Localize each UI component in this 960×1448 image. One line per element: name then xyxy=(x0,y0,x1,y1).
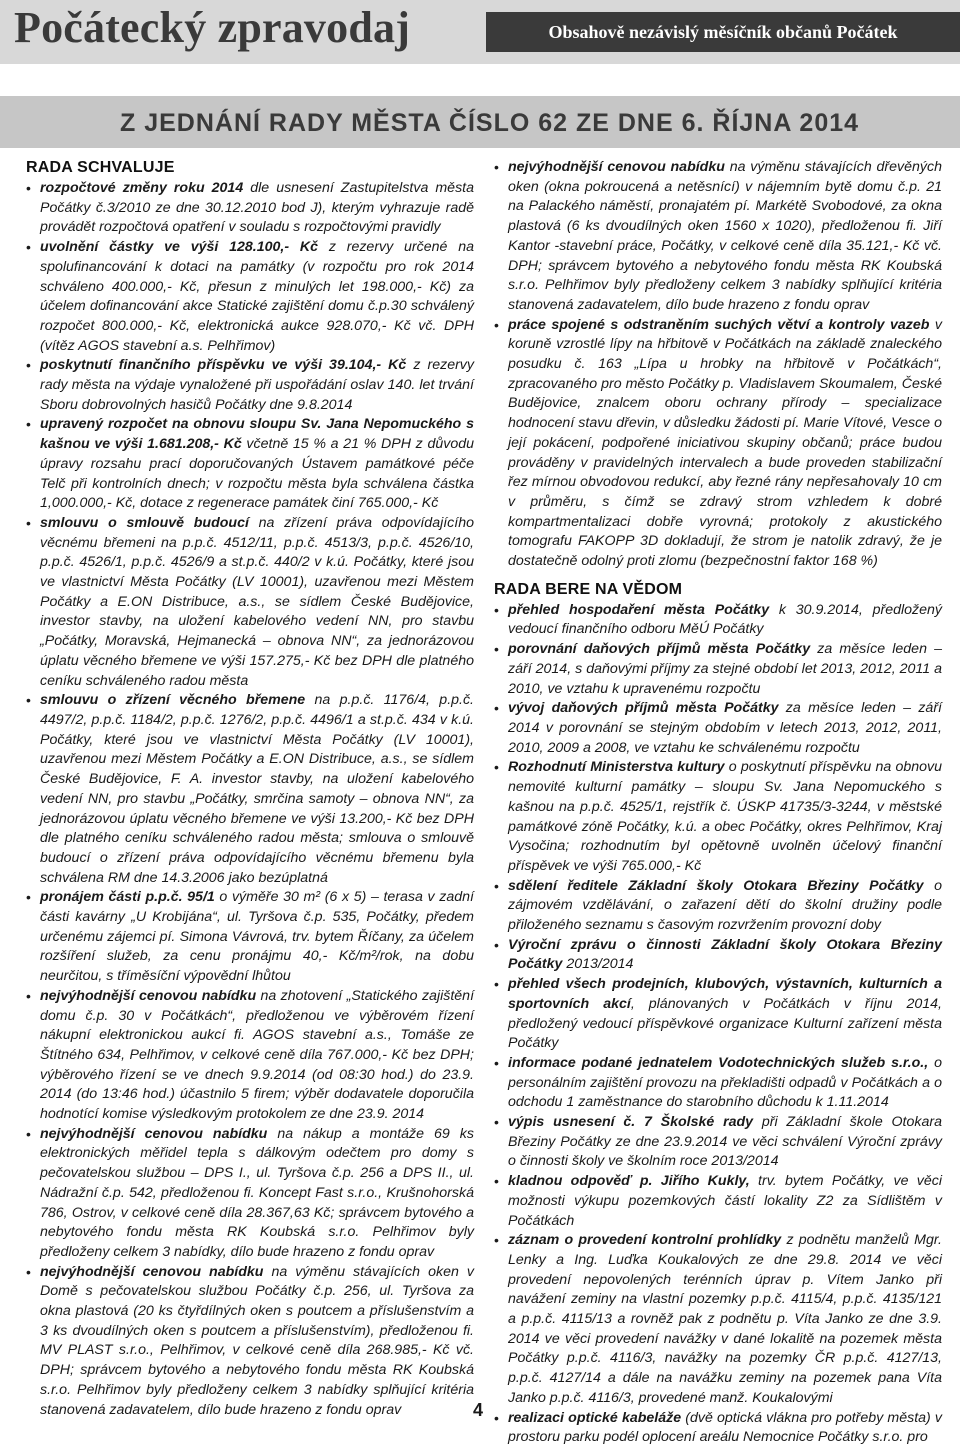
item-lead: vývoj daňových příjmů města Počátky xyxy=(508,700,779,717)
list-item xyxy=(494,975,942,1054)
item-body: 2013/2014 xyxy=(562,956,634,973)
item-lead: rozpočtové změny roku 2014 xyxy=(40,180,244,196)
item-body: na výměnu stávajících oken v Domě s pečovatelskou službou Počátky č.p. 256, ul. Tyršova za okna plastová (20 ks čtyřdílných oken s poutcem a příslušenstvím a 3 ks dvoudílných oken s poutcem a příslušenstvím), předloženou fi. MV PLAST s.r.o., Pelhřimov, v celkové ceně díla 268.985,- Kč vč. DPH; správcem bytového a nebytového fondu města RK Koubská s.r.o. Pelhřimov byly předloženy celkem 3 nabídky splňující kritéria stanovená zadavatelem, dílo bude hrazeno z fondu oprav xyxy=(40,1263,474,1418)
page-number: 4 xyxy=(473,1400,484,1420)
list-item xyxy=(494,936,942,975)
item-lead: uvolnění částky ve výši 128.100,- Kč xyxy=(40,239,319,256)
item-body: o personálním zajištění provozu na překladišti odpadů v Počátkách a o odchodu 1 zaměstnance do starobního důchodu k 1.11.2014 xyxy=(508,1054,942,1111)
item-lead: přehled všech prodejních, klubových, výstavních, kulturních a sportovních akcí xyxy=(508,976,942,1012)
newspaper-title: Počátecký zpravodaj xyxy=(14,3,411,52)
item-lead: práce spojené s odstraněním suchých větví a kontroly vazeb xyxy=(508,316,930,333)
item-body: na p.p.č. 1176/4, p.p.č. 4497/2, p.p.č. 1184/2, p.p.č. 1276/2, p.p.č. 4496/1 a st.p.č. 434 v k.ú. Počátky, které jsou ve vlastnictví Města Počátky (LV 10001), uzavřenou mezi Městem Počátky a E.ON Distribuce, a.s., se sídlem České Budějovice, F. A. investor stavby, na uložení kabelového vedení NN, pro stavbu „Počátky, smrčina samoty – obnova NN“, za jednorázovou úplatu věcného břemene ve výši 13.200,- Kč bez DPH dle platného ceníku schváleného radou města; smlouva o smlouvě budoucí o zřízení práva odpovídajícího věcnému břemenu byla schválena RM dne 14.3.2006 jako bezúplatná xyxy=(40,692,475,886)
item-lead: upravený rozpočet na obnovu sloupu Sv. Jana Nepomuckého s kašnou ve výši 1.681.208,- Kč xyxy=(40,416,474,453)
item-body: z rezervy určené na spolufinancování k dotaci na památky (v rozpočtu pro rok 2014 schváleno 400.000,- Kč, přesun z minulých let 198.000,- Kč) za účelem dofinancování akce Statické zajištění domu č.p.30 schválený rozpočet 800.000,- Kč, elektronická aukce 928.070,- Kč vč. DPH (vítěz AGOS stavební a.s. Pelhřimov) xyxy=(40,239,474,354)
list-item xyxy=(26,1263,474,1421)
item-lead: nejvýhodnější cenovou nabídku xyxy=(40,1263,264,1280)
section-heading-bere-na-vedom: RADA BERE NA VĚDOM xyxy=(494,580,683,598)
item-body: při Základní škole Otokara Březiny Počátky ze dne 23.9.2014 ve věci schválení Výroční zprávy o činnosti školy ve školním roce 2013/2014 xyxy=(508,1114,942,1170)
item-lead: nejvýhodnější cenovou nabídku xyxy=(40,987,257,1004)
item-lead: přehled hospodaření města Počátky xyxy=(508,601,770,618)
list-item xyxy=(494,1172,942,1231)
item-lead: smlouvu o smlouvě budoucí xyxy=(40,514,249,531)
list-item xyxy=(26,179,474,238)
list-item xyxy=(494,640,942,699)
list-item xyxy=(26,514,474,691)
list-item xyxy=(26,691,474,888)
list-item xyxy=(26,415,474,514)
list-item xyxy=(494,601,942,640)
list-item xyxy=(494,1231,942,1408)
item-body: o výměře 30 m² (6 x 5) – terasa v zadní části kavárny „U Krobijána“, ul. Tyršova č.p. 535, Počátky, předem určenému zájemci pí. Simona Vávrová, trv. bytem Říčany, za účelem rozšíření služeb, za cenu pronájmu 40,- Kč/m²/rok, na dobu neurčitou, s tříměsíční výpovědní lhůtou xyxy=(40,889,474,985)
item-body: , plánovaných v Počátkách v říjnu 2014, předložený vedoucí příspěvkové organizace Kulturní zařízení města Počátky xyxy=(508,995,942,1052)
list-item xyxy=(494,1054,942,1113)
item-lead: kladnou odpověď p. Jiřího Kukly, xyxy=(508,1173,750,1190)
article-title: Z JEDNÁNÍ RADY MĚSTA ČÍSLO 62 ZE DNE 6. ŘÍJNA 2014 xyxy=(120,109,860,137)
item-body: (dvě optická vlákna pro potřeby města) v prostoru parku podél oplocení areálu Nemocnice Počátky s.r.o. pro xyxy=(508,1409,942,1446)
item-lead: sdělení ředitele Základní školy Otokara Březiny Počátky xyxy=(508,877,924,894)
item-body: na zhotovení „Statického zajištění domu č.p. 30 v Počátkách“, předloženou ve výběrovém řízení nákupní elektronickou aukcí fi. AGOS stavební a.s., Tomáše ze Štítného 634, Pelhřimov, v celkové ceně díla 767.000,- Kč bez DPH; výběrového řízení se ve dnech 9.9.2014 (od 08:30 hod.) do 23.9. 2014 (do 13:46 hod.) účastnilo 5 firem; výběr dodavatele doporučila hodnotící komise výsledkovým protokolem ze dne 23.9. 2014 xyxy=(40,987,475,1123)
item-lead: záznam o provedení kontrolní prohlídky xyxy=(508,1232,782,1249)
item-lead: nejvýhodnější cenovou nabídku xyxy=(40,1125,268,1142)
item-lead: nejvýhodnější cenovou nabídku xyxy=(508,159,725,175)
item-body: dle usnesení Zastupitelstva města Počátky č.3/2010 ze dne 30.12.2010 bod J), kterým vyhrazuje radě provádět rozpočtová opatření v souladu s rozpočtovými pravidly xyxy=(40,180,474,236)
list-item xyxy=(26,356,474,415)
right-column xyxy=(494,158,943,1446)
item-body: trv. bytem Počátky, ve věci možnosti výkupu pozemkových částí lokality Z2 za Sídlištěm v Počátkách xyxy=(508,1173,943,1229)
masthead xyxy=(0,0,960,64)
item-body: z rezervy rady města na výdaje vynaložené při uspořádání oslav 140. let trvání Sboru dobrovolných hasičů Počátky dne 9.8.2014 xyxy=(40,357,474,413)
item-lead: poskytnutí finančního příspěvku ve výši 39.104,- Kč xyxy=(40,357,407,374)
item-body: za měsíce leden – září 2014 v porovnání se stejným obdobím v letech 2013, 2012, 2011, 2010, 2009 a 2008, ve vztahu ke schválenému rozpočtu xyxy=(508,700,942,756)
item-body: na výměnu stávajících dřevěných oken (okna pokroucená a netěsnící) v nájemním bytě domu č.p. 21 na Palackého náměstí, pronajatém pí. Markétě Svobodové, za okna plastová (6 ks dvoudílných oken 1560 x 1020), předloženou fi. Jiří Kantor -stavební práce, Počátky, v celkové ceně díla 35.121,- Kč vč. DPH; správcem bytového a nebytového fondu města RK Koubská s.r.o. Pelhřimov byly předloženy celkem 3 nabídky splňující kritéria stanovená zadavatelem, dílo bude hrazeno z fondu oprav xyxy=(508,159,942,313)
list-item xyxy=(494,1113,942,1172)
item-lead: pronájem části p.p.č. 95/1 xyxy=(40,889,215,906)
list-item xyxy=(494,1409,942,1448)
left-column xyxy=(26,158,475,1418)
article-banner xyxy=(0,96,960,148)
item-lead: smlouvu o zřízení věcného břemene xyxy=(40,692,306,709)
left-item-list xyxy=(26,179,474,1420)
list-item xyxy=(494,758,942,876)
item-lead: porovnání daňových příjmů města Počátky xyxy=(508,641,811,658)
item-body: k 30.9.2014, předložený vedoucí finančního odboru MěÚ Počátky xyxy=(508,601,942,638)
right-item-list xyxy=(494,601,942,1448)
item-body: na nákup a montáže 69 ks elektronických měřidel tepla s dálkovým odečtem pro domy s pečovatelskou službou – DPS I., ul. Tyršova č.p. 256 a DPS II., ul. Nádražní č.p. 542, předloženou fi. Koncept Fast s.r.o., Krušnohorská 786, Ostrov, v celkové ceně díla 28.367,63 Kč; správcem bytového a nebytového fondu města RK Koubská s.r.o. Pelhřimov byly předloženy celkem 3 nabídky, dílo bude hrazeno z fondu oprav xyxy=(40,1125,474,1260)
item-body: o zájmovém vzdělávání, o zařazení dětí do školní družiny podle přiloženého seznamu s časovým rozvržením provozní doby xyxy=(508,877,942,934)
list-item xyxy=(494,699,942,758)
item-lead: Rozhodnutí Ministerstva kultury xyxy=(508,759,725,776)
list-item xyxy=(26,238,474,356)
list-item xyxy=(26,888,474,987)
list-item xyxy=(26,987,474,1125)
item-lead: Výroční zprávu o činnosti Základní školy Otokara Březiny Počátky xyxy=(508,936,942,973)
list-item xyxy=(494,316,942,572)
item-lead: výpis usnesení č. 7 Školské rady xyxy=(508,1114,754,1131)
list-item xyxy=(494,877,942,936)
item-body: včetně 15 % a 21 % DPH z důvodu úpravy rozsahu prací doporučovaných Ústavem památkové péče Telč při kontrolních dnech; v rozpočtu města byla schválena částka 1,000.000,- Kč, dotace z regenerace památek činí 765.000,- Kč xyxy=(40,436,474,512)
item-body: o poskytnutí příspěvku na obnovu nemovité kulturní památky – sloupu Sv. Jana Nepomuckého s kašnou na p.p.č. 4525/1, rejstřík č. ÚSKP 41735/3-3244, v městské památkové zóně Počátky, k.ú. a obec Počátky, okres Pelhřimov, Kraj Vysočina; rozhodnutím byl opětovně uvolněn účelový finanční příspěvek ve výši 765.000,- Kč xyxy=(508,759,942,874)
list-item xyxy=(26,1125,474,1263)
section-heading-schvaluje: RADA SCHVALUJE xyxy=(26,159,175,176)
item-body: na zřízení práva odpovídajícího věcnému břemeni na p.p.č. 4512/11, p.p.č. 4513/3, p.p.č. 4526/10, p.p.č. 4526/1, p.p.č. 4526/9 a st.p.č. 440/2 v k.ú. Počátky, které jsou ve vlastnictví Města Počátky (LV 10001), uzavřenou mezi Městem Počátky a E.ON Distribuce, a.s., se sídlem České Budějovice, investor stavby, na uložení kabelového vedení NN, pro stavbu „Počátky, Moravská, Hejmanecká – obnova NN“, za jednorázovou úplatu věcného břemene ve výši 157.275,- Kč bez DPH dle platného ceníku schváleného radou města xyxy=(40,514,474,689)
item-lead: informace podané jednatelem Vodotechnických služeb s.r.o., xyxy=(508,1054,929,1071)
item-body: z podnětu manželů Mgr. Lenky a Ing. Luďka Koukalových ze dne 29.8. 2014 ve věci provedení nepovolených terénních úprav p. Vítem Janko při navážení zeminy na vlastní pozemky p.p.č. 4115/4, p.p.č. 4135/121 a p.p.č. 4115/13 a rovněž pak z podnětu p. Víta Janko ze dne 3.9. 2014 ve věci provedení navážky v dané lokalitě na pozemek města Počátky p.p.č. 4116/3, navážky na pozemky ČR p.p.č. 4127/13, p.p.č. 4127/14 a dále na navážku zeminy na pozemek pana Víta Janko p.p.č. 4116/3, provedené manž. Koukalovými xyxy=(508,1232,942,1406)
list-item xyxy=(494,158,942,316)
right-top-item-list xyxy=(494,158,942,572)
item-body: v koruně vzrostlé lípy na hřbitově v Počátkách na základě znaleckého posudku č. 163 „Lípa u hrobky na hřbitově v Počátkách“, zpracovaného pro město Počátky p. Vladislavem Skoumalem, České Budějovice, znalcem oboru ochrany přírody – specializace hodnocení stavu dřevin, v důsledku žádosti pí. Marie Vítové, Vesce o její pokácení, podpořené iniciativou skupiny občanů; práce budou prováděny v pravidelných intervalech a bude proveden stabilizační řez mírnou obvodovou redukcí, aby řezné rány nepřesahovaly 10 cm v průměru, s čímž se zdravý strom vzhledem k dobré kompartmentalizaci dobře vyrovná; protokoly z akustického tomografu FAKOPP 3D dokladují, že strom je natolik zdravý, že je dostatečně odolný proti zlomu (bezpečnostní faktor 168 %) xyxy=(508,316,942,570)
item-lead: realizaci optické kabeláže xyxy=(508,1409,682,1426)
item-body: za měsíce leden – září 2014, s daňovými příjmy za stejné období let 2013, 2012, 2011 a 2010, ve vztahu k upravenému rozpočtu xyxy=(508,641,942,697)
newspaper-subtitle: Obsahově nezávislý měsíčník občanů Počátek xyxy=(486,12,960,52)
